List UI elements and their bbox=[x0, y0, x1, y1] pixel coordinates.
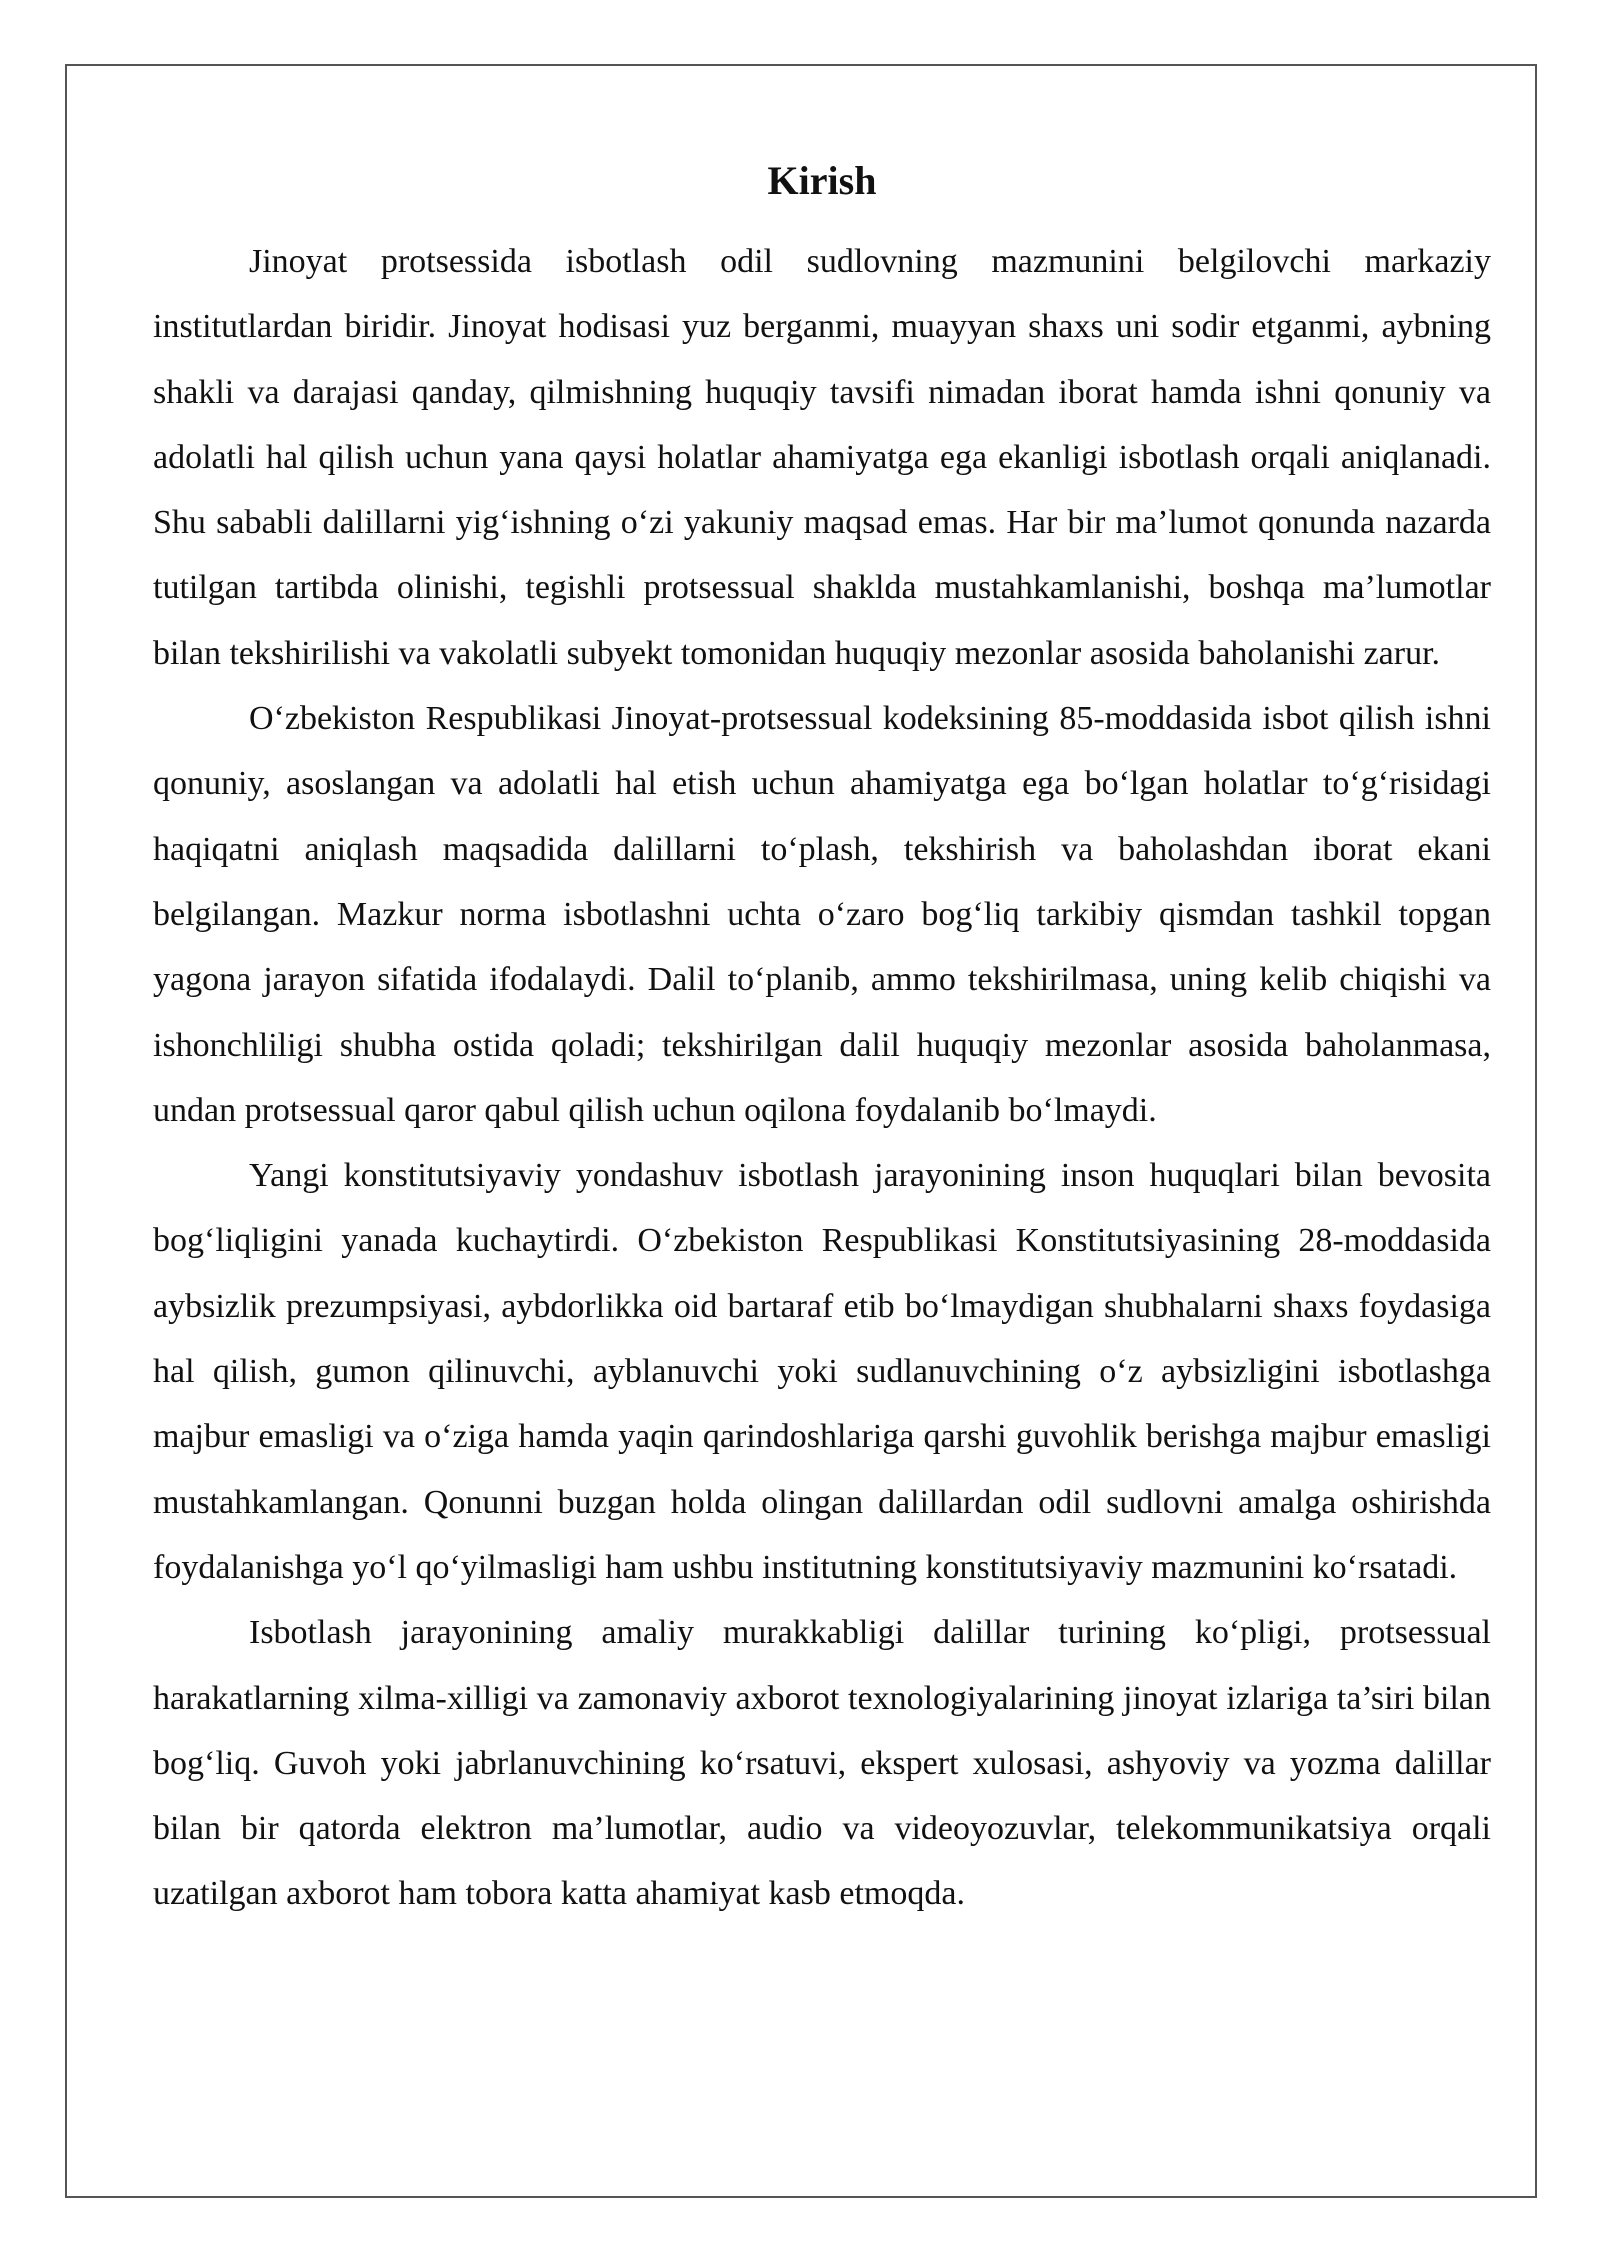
document-body bbox=[153, 145, 1491, 1927]
document-title: Kirish bbox=[767, 158, 877, 203]
paragraph: Yangi konstitutsiyaviy yondashuv isbotlash jarayonining inson huquqlari bilan bevosita bog‘liqligini yanada kuchaytirdi. O‘zbekiston Respublikasi Konstitutsiyasining 28-moddasida aybsizlik prezumpsiyasi, aybdorlikka oid bartaraf etib bo‘lmaydigan shubhalarni shaxs foydasiga hal qilish, gumon qilinuvchi, ayblanuvchi yoki sudlanuvchining o‘z aybsizligini isbotlashga majbur emasligi va o‘ziga hamda yaqin qarindoshlariga qarshi guvohlik berishga majbur emasligi mustahkamlangan. Qonunni buzgan holda olingan dalillardan odil sudlovni amalga oshirishda foydalanishga yo‘l qo‘yilmasligi ham ushbu institutning konstitutsiyaviy mazmunini ko‘rsatadi. bbox=[153, 1157, 1491, 1586]
paragraph: Jinoyat protsessida isbotlash odil sudlovning mazmunini belgilovchi markaziy institutlardan biridir. Jinoyat hodisasi yuz berganmi, muayyan shaxs uni sodir etganmi, aybning shakli va darajasi qanday, qilmishning huquqiy tavsifi nimadan iborat hamda ishni qonuniy va adolatli hal qilish uchun yana qaysi holatlar ahamiyatga ega ekanligi isbotlash orqali aniqlanadi. Shu sababli dalillarni yig‘ishning o‘zi yakuniy maqsad emas. Har bir ma’lumot qonunda nazarda tutilgan tartibda olinishi, tegishli protsessual shaklda mustahkamlanishi, boshqa ma’lumotlar bilan tekshirilishi va vakolatli subyekt tomonidan huquqiy mezonlar asosida baholanishi zarur. bbox=[153, 243, 1491, 672]
paragraph: Isbotlash jarayonining amaliy murakkabligi dalillar turining ko‘pligi, protsessual harakatlarning xilma-xilligi va zamonaviy axborot texnologiyalarining jinoyat izlariga ta’siri bilan bog‘liq. Guvoh yoki jabrlanuvchining ko‘rsatuvi, ekspert xulosasi, ashyoviy va yozma dalillar bilan bir qatorda elektron ma’lumotlar, audio va videoyozuvlar, telekommunikatsiya orqali uzatilgan axborot ham tobora katta ahamiyat kasb etmoqda. bbox=[153, 1614, 1491, 1913]
paragraph: O‘zbekiston Respublikasi Jinoyat-protsessual kodeksining 85-moddasida isbot qilish ishni qonuniy, asoslangan va adolatli hal etish uchun ahamiyatga ega bo‘lgan holatlar to‘g‘risidagi haqiqatni aniqlash maqsadida dalillarni to‘plash, tekshirish va baholashdan iborat ekani belgilangan. Mazkur norma isbotlashni uchta o‘zaro bog‘liq tarkibiy qismdan tashkil topgan yagona jarayon sifatida ifodalaydi. Dalil to‘planib, ammo tekshirilmasa, uning kelib chiqishi va ishonchliligi shubha ostida qoladi; tekshirilgan dalil huquqiy mezonlar asosida baholanmasa, undan protsessual qaror qabul qilish uchun oqilona foydalanib bo‘lmaydi. bbox=[153, 700, 1491, 1129]
